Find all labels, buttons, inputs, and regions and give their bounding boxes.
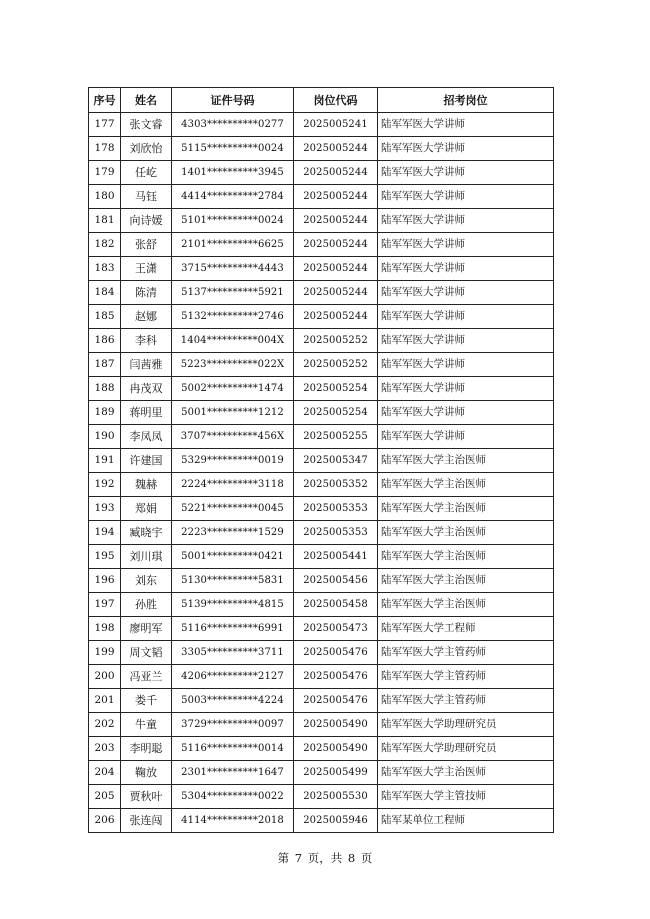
table-row — [89, 665, 554, 689]
seq-cell: 184 — [89, 281, 121, 305]
table-row — [89, 305, 554, 329]
table-row — [89, 113, 554, 137]
seq-cell: 198 — [89, 617, 121, 641]
seq-cell: 199 — [89, 641, 121, 665]
id-number-cell: 1404**********004X — [172, 329, 294, 353]
name-cell: 马钰 — [121, 185, 172, 209]
post-title-cell: 陆军某单位工程师 — [378, 809, 554, 833]
table-row — [89, 161, 554, 185]
post-title-cell: 陆军军医大学讲师 — [378, 113, 554, 137]
post-title-cell: 陆军军医大学主治医师 — [378, 761, 554, 785]
name-cell: 张舒 — [121, 233, 172, 257]
id-number-cell: 5116**********6991 — [172, 617, 294, 641]
name-cell: 李凤凤 — [121, 425, 172, 449]
seq-cell: 183 — [89, 257, 121, 281]
seq-cell: 192 — [89, 473, 121, 497]
name-cell: 张文睿 — [121, 113, 172, 137]
id-number-cell: 2224**********3118 — [172, 473, 294, 497]
name-cell: 孙胜 — [121, 593, 172, 617]
post-code-cell: 2025005441 — [294, 545, 378, 569]
name-cell: 郑娟 — [121, 497, 172, 521]
name-cell: 娄千 — [121, 689, 172, 713]
table-row — [89, 809, 554, 833]
id-number-cell: 4114**********2018 — [172, 809, 294, 833]
seq-cell: 177 — [89, 113, 121, 137]
seq-cell: 191 — [89, 449, 121, 473]
post-code-cell: 2025005255 — [294, 425, 378, 449]
seq-cell: 179 — [89, 161, 121, 185]
id-number-cell: 2223**********1529 — [172, 521, 294, 545]
post-title-cell: 陆军军医大学主治医师 — [378, 473, 554, 497]
id-number-cell: 3707**********456X — [172, 425, 294, 449]
seq-cell: 189 — [89, 401, 121, 425]
post-code-cell: 2025005244 — [294, 257, 378, 281]
table-row — [89, 641, 554, 665]
id-number-cell: 5001**********0421 — [172, 545, 294, 569]
name-cell: 刘川琪 — [121, 545, 172, 569]
post-title-cell: 陆军军医大学讲师 — [378, 185, 554, 209]
post-title-cell: 陆军军医大学主管技师 — [378, 785, 554, 809]
post-title-cell: 陆军军医大学讲师 — [378, 281, 554, 305]
name-cell: 刘欣怡 — [121, 137, 172, 161]
post-code-cell: 2025005476 — [294, 689, 378, 713]
seq-cell: 190 — [89, 425, 121, 449]
name-cell: 魏赫 — [121, 473, 172, 497]
post-title-cell: 陆军军医大学讲师 — [378, 209, 554, 233]
post-code-cell: 2025005530 — [294, 785, 378, 809]
post-title-cell: 陆军军医大学讲师 — [378, 353, 554, 377]
table-row — [89, 473, 554, 497]
table-row — [89, 425, 554, 449]
post-code-cell: 2025005244 — [294, 281, 378, 305]
post-code-cell: 2025005353 — [294, 521, 378, 545]
id-number-cell: 5221**********0045 — [172, 497, 294, 521]
post-title-cell: 陆军军医大学讲师 — [378, 329, 554, 353]
post-title-cell: 陆军军医大学讲师 — [378, 401, 554, 425]
post-title-cell: 陆军军医大学助理研究员 — [378, 737, 554, 761]
id-number-cell: 3729**********0097 — [172, 713, 294, 737]
post-code-cell: 2025005476 — [294, 665, 378, 689]
table-row — [89, 137, 554, 161]
id-number-cell: 5139**********4815 — [172, 593, 294, 617]
post-code-cell: 2025005946 — [294, 809, 378, 833]
name-cell: 赵娜 — [121, 305, 172, 329]
candidate-table — [88, 87, 554, 833]
table-row — [89, 593, 554, 617]
seq-cell: 206 — [89, 809, 121, 833]
post-title-cell: 陆军军医大学讲师 — [378, 161, 554, 185]
post-code-cell: 2025005244 — [294, 161, 378, 185]
header-seq: 序号 — [89, 88, 121, 113]
name-cell: 陈清 — [121, 281, 172, 305]
id-number-cell: 5304**********0022 — [172, 785, 294, 809]
post-code-cell: 2025005252 — [294, 353, 378, 377]
table-row — [89, 185, 554, 209]
table-row — [89, 521, 554, 545]
table-row — [89, 617, 554, 641]
table-row — [89, 257, 554, 281]
post-code-cell: 2025005244 — [294, 185, 378, 209]
table-row — [89, 233, 554, 257]
table-row — [89, 353, 554, 377]
name-cell: 廖明军 — [121, 617, 172, 641]
id-number-cell: 1401**********3945 — [172, 161, 294, 185]
post-code-cell: 2025005244 — [294, 233, 378, 257]
name-cell: 闫茜雅 — [121, 353, 172, 377]
name-cell: 贾秋叶 — [121, 785, 172, 809]
seq-cell: 193 — [89, 497, 121, 521]
post-code-cell: 2025005490 — [294, 713, 378, 737]
id-number-cell: 4303**********0277 — [172, 113, 294, 137]
seq-cell: 204 — [89, 761, 121, 785]
id-number-cell: 5115**********0024 — [172, 137, 294, 161]
post-title-cell: 陆军军医大学主治医师 — [378, 521, 554, 545]
post-code-cell: 2025005353 — [294, 497, 378, 521]
name-cell: 冯亚兰 — [121, 665, 172, 689]
header-id-number: 证件号码 — [172, 88, 294, 113]
id-number-cell: 3715**********4443 — [172, 257, 294, 281]
name-cell: 臧晓宇 — [121, 521, 172, 545]
post-title-cell: 陆军军医大学讲师 — [378, 257, 554, 281]
seq-cell: 197 — [89, 593, 121, 617]
id-number-cell: 4414**********2784 — [172, 185, 294, 209]
post-title-cell: 陆军军医大学讲师 — [378, 305, 554, 329]
id-number-cell: 5116**********0014 — [172, 737, 294, 761]
name-cell: 李科 — [121, 329, 172, 353]
seq-cell: 185 — [89, 305, 121, 329]
seq-cell: 203 — [89, 737, 121, 761]
table-row — [89, 713, 554, 737]
seq-cell: 196 — [89, 569, 121, 593]
table-row — [89, 329, 554, 353]
id-number-cell: 5003**********4224 — [172, 689, 294, 713]
table-row — [89, 401, 554, 425]
seq-cell: 181 — [89, 209, 121, 233]
post-title-cell: 陆军军医大学助理研究员 — [378, 713, 554, 737]
table-row — [89, 689, 554, 713]
post-title-cell: 陆军军医大学主管药师 — [378, 641, 554, 665]
id-number-cell: 5329**********0019 — [172, 449, 294, 473]
post-title-cell: 陆军军医大学讲师 — [378, 137, 554, 161]
post-title-cell: 陆军军医大学主治医师 — [378, 449, 554, 473]
seq-cell: 188 — [89, 377, 121, 401]
header-name: 姓名 — [121, 88, 172, 113]
seq-cell: 202 — [89, 713, 121, 737]
id-number-cell: 4206**********2127 — [172, 665, 294, 689]
post-title-cell: 陆军军医大学工程师 — [378, 617, 554, 641]
seq-cell: 186 — [89, 329, 121, 353]
post-code-cell: 2025005241 — [294, 113, 378, 137]
name-cell: 任屹 — [121, 161, 172, 185]
table-row — [89, 545, 554, 569]
id-number-cell: 2301**********1647 — [172, 761, 294, 785]
post-code-cell: 2025005347 — [294, 449, 378, 473]
table-row — [89, 281, 554, 305]
seq-cell: 195 — [89, 545, 121, 569]
post-code-cell: 2025005252 — [294, 329, 378, 353]
post-code-cell: 2025005458 — [294, 593, 378, 617]
id-number-cell: 5132**********2746 — [172, 305, 294, 329]
table-row — [89, 737, 554, 761]
seq-cell: 205 — [89, 785, 121, 809]
post-code-cell: 2025005254 — [294, 401, 378, 425]
name-cell: 向诗媛 — [121, 209, 172, 233]
table-header-row — [89, 88, 554, 113]
post-code-cell: 2025005244 — [294, 137, 378, 161]
name-cell: 李明聪 — [121, 737, 172, 761]
post-title-cell: 陆军军医大学讲师 — [378, 425, 554, 449]
table-row — [89, 785, 554, 809]
post-title-cell: 陆军军医大学主治医师 — [378, 497, 554, 521]
post-title-cell: 陆军军医大学主管药师 — [378, 689, 554, 713]
post-title-cell: 陆军军医大学讲师 — [378, 233, 554, 257]
name-cell: 刘东 — [121, 569, 172, 593]
page-footer: 第 7 页，共 8 页 — [277, 851, 373, 865]
table-row — [89, 569, 554, 593]
name-cell: 蒋明里 — [121, 401, 172, 425]
seq-cell: 178 — [89, 137, 121, 161]
id-number-cell: 5137**********5921 — [172, 281, 294, 305]
post-title-cell: 陆军军医大学主治医师 — [378, 545, 554, 569]
table-row — [89, 761, 554, 785]
name-cell: 冉茂双 — [121, 377, 172, 401]
seq-cell: 200 — [89, 665, 121, 689]
name-cell: 许建国 — [121, 449, 172, 473]
seq-cell: 201 — [89, 689, 121, 713]
name-cell: 王潇 — [121, 257, 172, 281]
seq-cell: 180 — [89, 185, 121, 209]
post-title-cell: 陆军军医大学主治医师 — [378, 593, 554, 617]
header-post-code: 岗位代码 — [294, 88, 378, 113]
post-code-cell: 2025005456 — [294, 569, 378, 593]
id-number-cell: 5001**********1212 — [172, 401, 294, 425]
id-number-cell: 2101**********6625 — [172, 233, 294, 257]
seq-cell: 187 — [89, 353, 121, 377]
post-code-cell: 2025005499 — [294, 761, 378, 785]
post-code-cell: 2025005473 — [294, 617, 378, 641]
id-number-cell: 3305**********3711 — [172, 641, 294, 665]
name-cell: 周文韬 — [121, 641, 172, 665]
name-cell: 张连闯 — [121, 809, 172, 833]
table-row — [89, 377, 554, 401]
id-number-cell: 5101**********0024 — [172, 209, 294, 233]
id-number-cell: 5002**********1474 — [172, 377, 294, 401]
table-row — [89, 449, 554, 473]
post-code-cell: 2025005476 — [294, 641, 378, 665]
name-cell: 牛童 — [121, 713, 172, 737]
post-code-cell: 2025005244 — [294, 305, 378, 329]
post-code-cell: 2025005244 — [294, 209, 378, 233]
post-title-cell: 陆军军医大学讲师 — [378, 377, 554, 401]
name-cell: 鞠放 — [121, 761, 172, 785]
table-row — [89, 497, 554, 521]
post-code-cell: 2025005490 — [294, 737, 378, 761]
post-title-cell: 陆军军医大学主管药师 — [378, 665, 554, 689]
post-code-cell: 2025005352 — [294, 473, 378, 497]
id-number-cell: 5130**********5831 — [172, 569, 294, 593]
table-body — [89, 113, 554, 833]
post-code-cell: 2025005254 — [294, 377, 378, 401]
seq-cell: 194 — [89, 521, 121, 545]
header-post-title: 招考岗位 — [378, 88, 554, 113]
table-row — [89, 209, 554, 233]
id-number-cell: 5223**********022X — [172, 353, 294, 377]
seq-cell: 182 — [89, 233, 121, 257]
post-title-cell: 陆军军医大学主治医师 — [378, 569, 554, 593]
